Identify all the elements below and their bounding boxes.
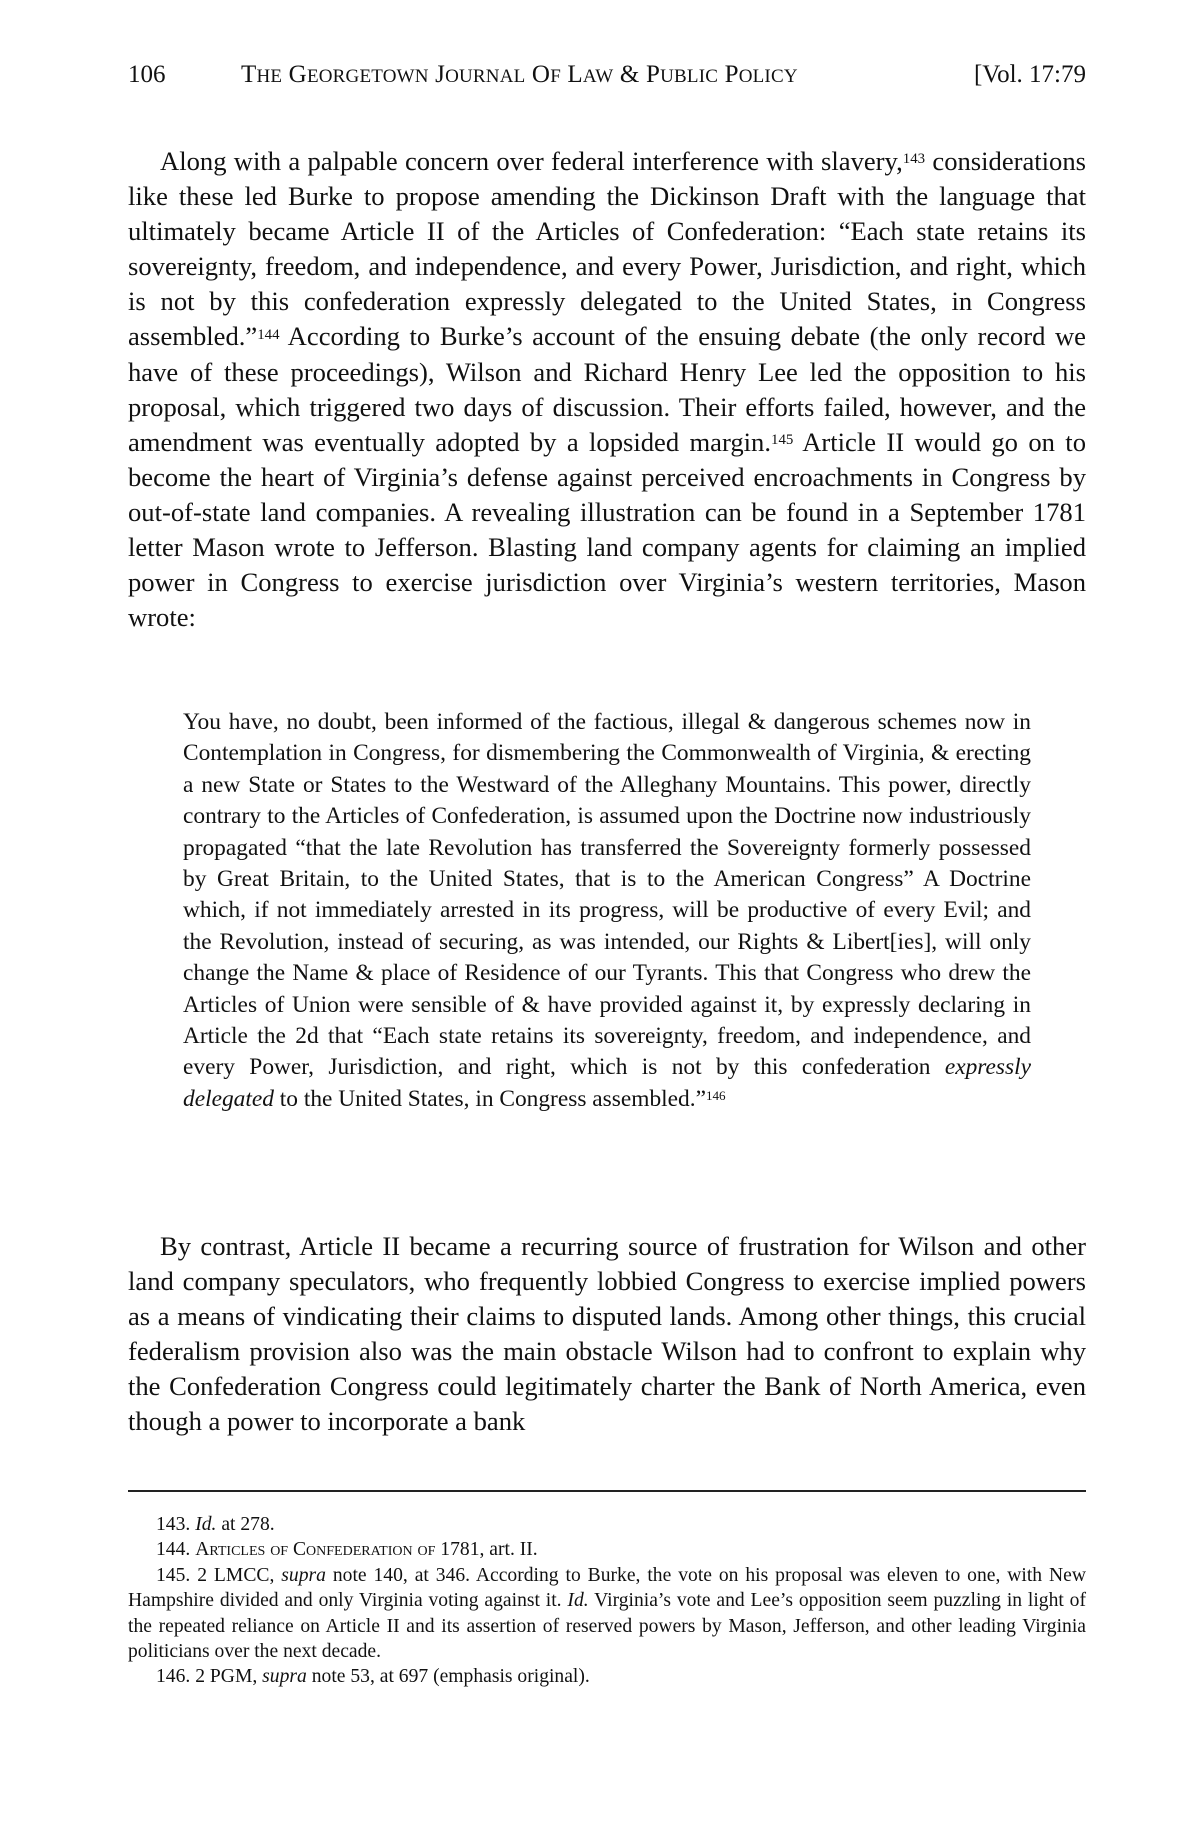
body-text-run: considerations like these led Burke to propose amending the Dickinson Draft with the language that ultimately became Article II of the Articles of Confederation: “Each state retains its sovereignty, freedom, and independence, and every Power, Jurisdiction, and right, which is not by this confederation expressly delegated to the United States, in Congress assembled.”	[128, 146, 1087, 352]
body-text-run: Along with a palpable concern over federal interference with slavery,	[160, 146, 903, 176]
quote-text-run: You have, no doubt, been informed of the factious, illegal & dangerous schemes now in Contemplation in Congress, for dismembering the Commonwealth of Virginia, & erecting a new State or States to the Westward of the Alleghany Mountains. This power, directly contrary to the Articles of Confederation, is assumed upon the Doctrine now industriously propagated “that the late Revolution has transferred the Sovereignty formerly possessed by Great Britain, to the United States, that is to the American Congress” A Doctrine which, if not immediately arrested in its progress, will be productive of every Evil; and the Revolution, instead of securing, as was intended, our Rights & Libert[ies], will only change the Name & place of Residence of our Tyrants. This that Congress who drew the Articles of Union were sensible of & have provided against it, by expressly declaring in Article the 2d that “Each state retains its sovereignty, freedom, and independence, and every Power, Jurisdiction, and right, which is not by this confederation	[183, 709, 1031, 1081]
footnote-ref-146: 146	[705, 1087, 726, 1103]
quote-text-run: to the United States, in Congress assembled.”	[273, 1085, 706, 1112]
footnote-id: Id.	[567, 1590, 589, 1612]
footnote-number: 146.	[156, 1666, 191, 1688]
footnotes	[128, 1512, 1086, 1690]
volume-citation: [Vol. 17:79	[973, 61, 1086, 88]
footnote-text: 2 PGM,	[190, 1666, 263, 1688]
footnote-text: at 278.	[216, 1514, 275, 1535]
footnote-text: 2 LMCC,	[190, 1564, 282, 1586]
footnote-143	[128, 1512, 1086, 1537]
quote-emphasis: expressly delegated	[183, 1054, 1031, 1112]
footnote-source-title: Articles of Confederation of	[195, 1539, 436, 1561]
footnote-number: 145.	[156, 1564, 191, 1586]
footnote-number: 143.	[156, 1514, 191, 1535]
footnote-divider	[128, 1490, 1086, 1492]
footnote-text: Virginia’s vote and Lee’s opposition seem puzzling in light of the repeated reliance on Article II and its assertion of reserved powers by Mason, Jefferson, and other leading Virginia politicians over the next decade.	[128, 1590, 1087, 1663]
block-quote	[183, 707, 1031, 1115]
body-paragraph-2: By contrast, Article II became a recurring source of frustration for Wilson and other land company speculators, who frequently lobbied Congress to exercise implied powers as a means of vindicating their claims to disputed lands. Among other things, this crucial federalism provision also was the main obstacle Wilson had to confront to explain why the Confederation Congress could legitimately charter the Bank of North America, even though a power to incorporate a bank	[128, 1231, 1086, 1437]
footnote-text: 1781, art. II.	[435, 1539, 538, 1561]
footnote-id: Id.	[195, 1514, 217, 1535]
footnote-number: 144.	[156, 1539, 191, 1561]
footnote-ref-144: 144	[257, 326, 280, 343]
body-paragraph-1	[128, 144, 1086, 635]
footnote-146	[128, 1664, 1086, 1689]
footnote-144	[128, 1537, 1086, 1562]
body-text-run: Article II would go on to become the heart of Virginia’s defense against perceived encroachments in Congress by out-of-state land companies. A revealing illustration can be found in a September 1781 letter Mason wrote to Jefferson. Blasting land company agents for claiming an implied power in Congress to exercise jurisdiction over Virginia’s western territories, Mason wrote:	[128, 426, 1086, 633]
footnote-text: note 53, at 697 (emphasis original).	[306, 1666, 590, 1688]
page-number: 106	[128, 61, 166, 88]
footnote-ref-145: 145	[771, 432, 794, 449]
journal-title: THE GEORGETOWN JOURNAL OF LAW & PUBLIC POLICY	[241, 61, 798, 88]
footnote-ref-143: 143	[902, 151, 926, 168]
footnote-text: note 140, at 346. According to Burke, the vote on his proposal was eleven to one, with New Hampshire divided and only Virginia voting against it.	[128, 1564, 1087, 1612]
footnote-supra: supra	[281, 1564, 326, 1586]
footnote-supra: supra	[262, 1666, 307, 1688]
body-text-run: According to Burke’s account of the ensuing debate (the only record we have of these proceedings), Wilson and Richard Henry Lee led the opposition to his proposal, which triggered two days of discussion. Their efforts failed, however, and the amendment was eventually adopted by a lopsided margin.	[128, 321, 1086, 457]
running-header	[128, 58, 1086, 92]
footnote-145	[128, 1563, 1086, 1665]
